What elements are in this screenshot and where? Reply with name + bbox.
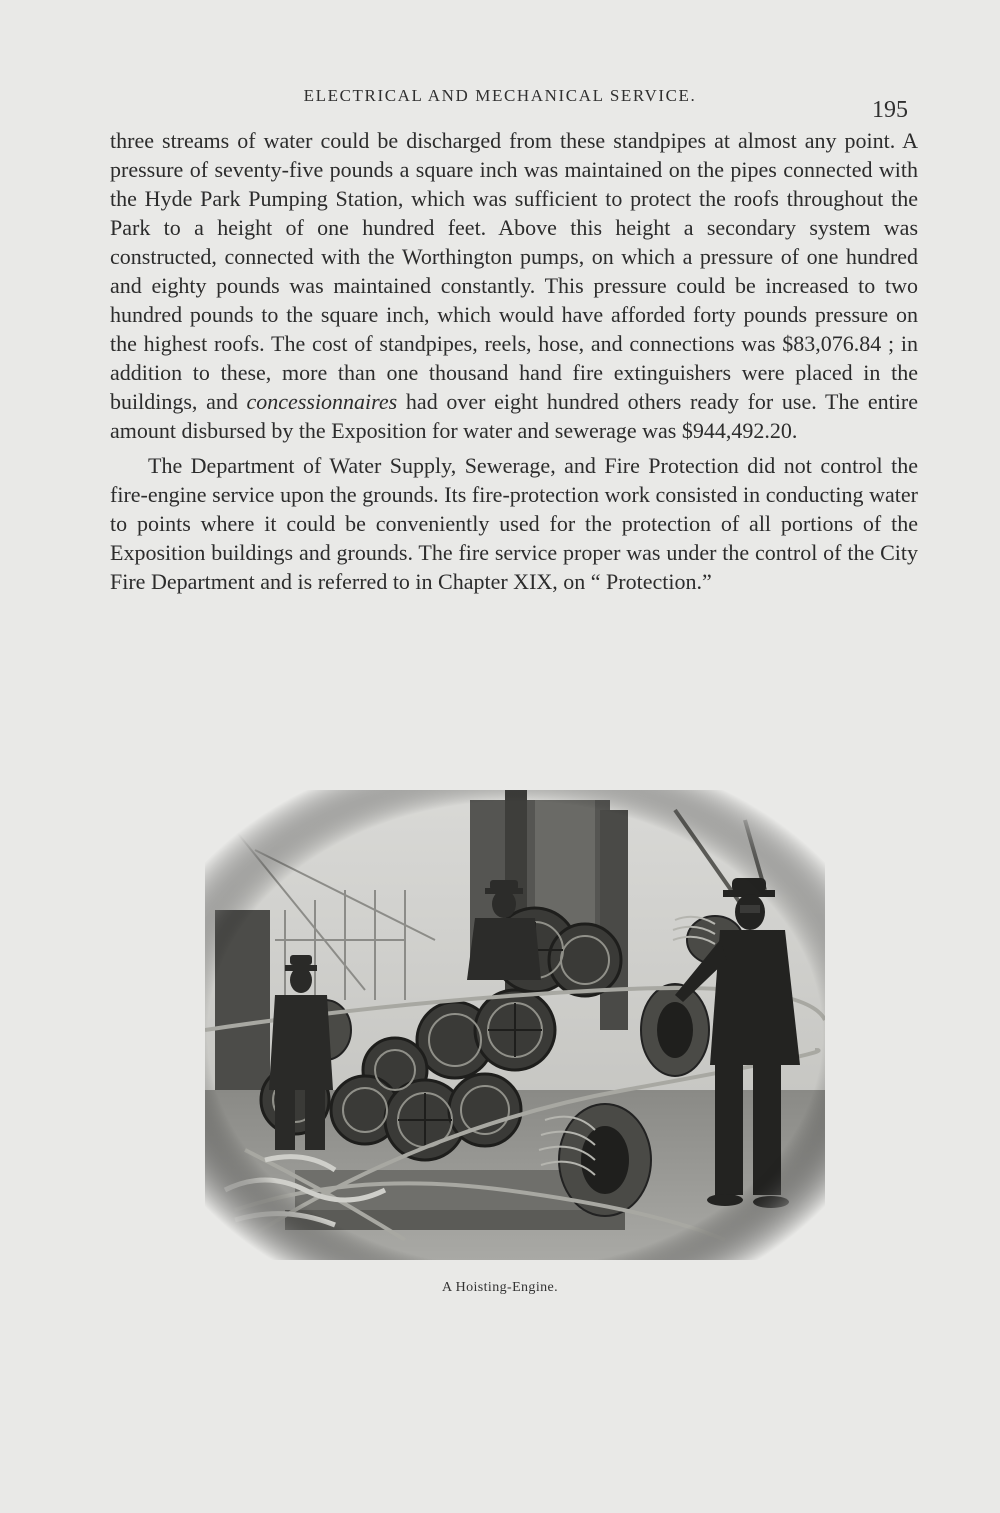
body-text <box>110 126 918 596</box>
paragraph-continued <box>110 126 918 445</box>
paragraph-fire-department: The Department of Water Supply, Sewerage, and Fire Protection did not control the fire-engine service upon the grounds. Its fire-protection work consisted in conducting water to points where it could be conveniently used for the protection of all portions of the Exposition buildings and grounds. The fire service proper was under the control of the City Fire Department and is referred to in Chapter XIX, on “ Protection.” <box>110 453 918 594</box>
figure-caption: A Hoisting-Engine. <box>441 1280 559 1295</box>
running-head: ELECTRICAL AND MECHANICAL SERVICE. <box>303 86 697 105</box>
paragraph-text-part-b: had over eight hundred others ready for use. The entire amount disbursed by the Exposition for water and sewerage was $944,492.20. <box>110 389 918 443</box>
page-number: 195 <box>872 97 908 123</box>
paragraph-text-part-a: three streams of water could be discharged from these standpipes at almost any point. A pressure of seventy-five pounds a square inch was maintained on the pipes connected with the Hyde Park Pumping Station, which was sufficient to protect the roofs throughout the Park to a height of one hundred feet. Above this height a secondary system was constructed, connected with the Worthington pumps, on which a pressure of one hundred and eighty pounds was maintained constantly. This pressure could be increased to two hundred pounds to the square inch, which would have afforded forty pounds pressure on the highest roofs. The cost of standpipes, reels, hose, and connections was $83,076.84 ; in addition to these, more than one thousand hand fire extinguishers were placed in the buildings, and <box>110 128 918 414</box>
hoisting-engine-photograph <box>205 790 825 1260</box>
italic-term: concessionnaires <box>246 389 398 414</box>
photo-illustration <box>205 790 825 1260</box>
